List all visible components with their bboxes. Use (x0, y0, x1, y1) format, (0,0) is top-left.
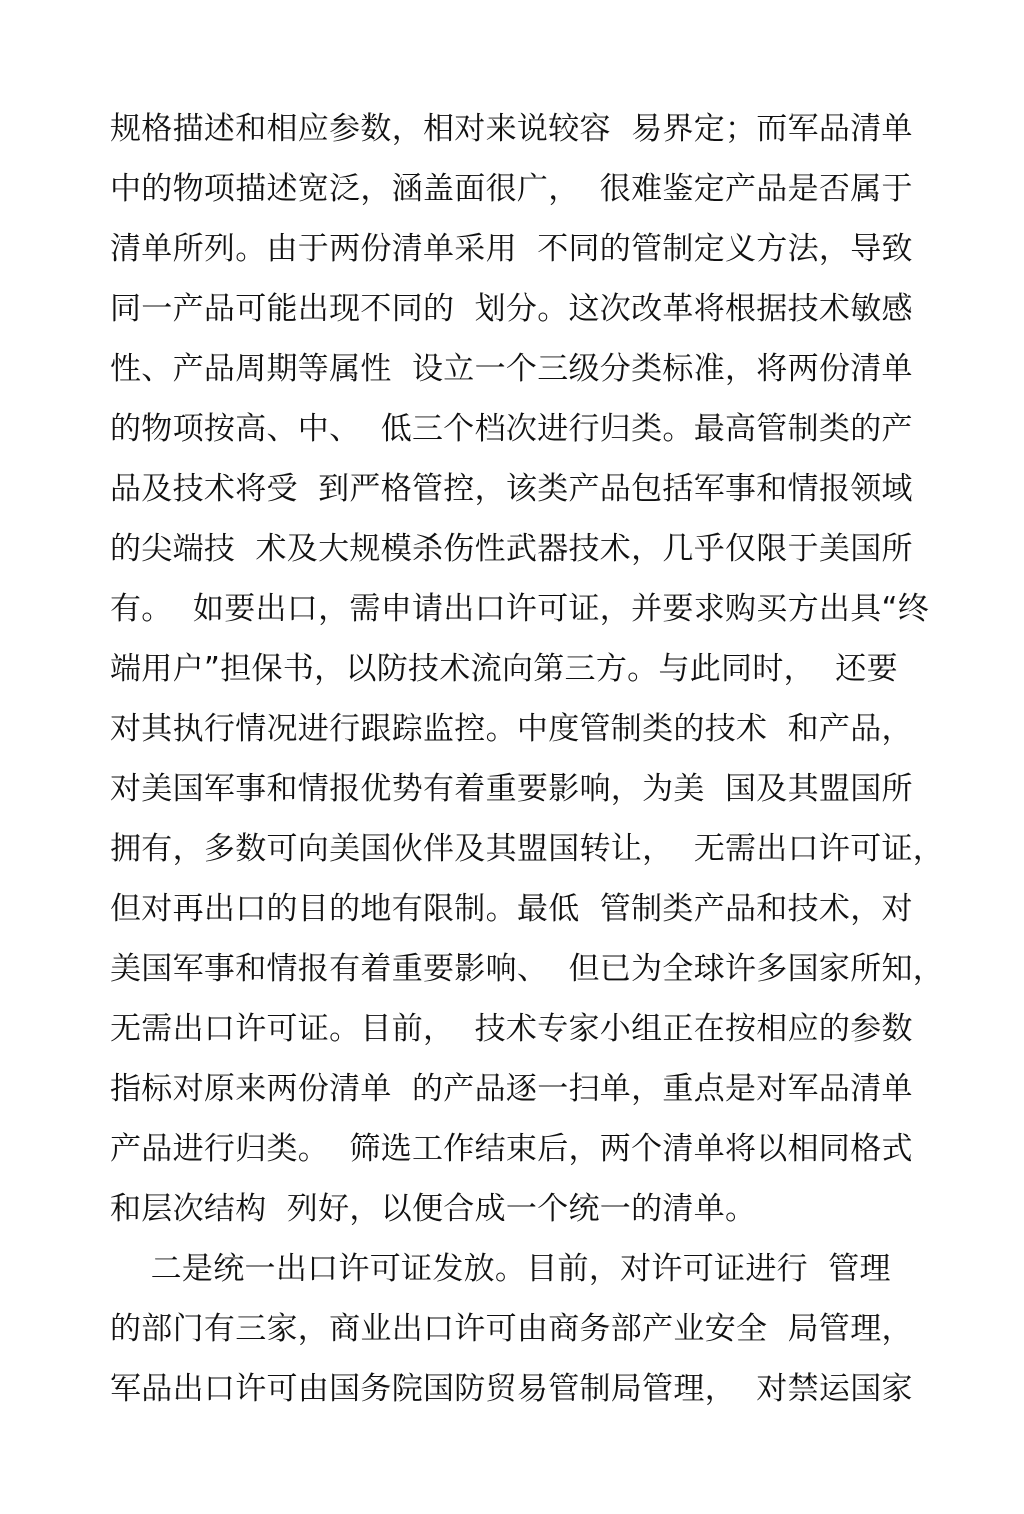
text-line: 的物项按高、中、 低三个档次进行归类。最高管制类的产 (110, 411, 913, 447)
text-line: 规格描述和相应参数，相对来说较容 易界定；而军品清单 (110, 111, 913, 147)
text-line: 军品出口许可由国务院国防贸易管制局管理， 对禁运国家 (110, 1371, 913, 1407)
text-line: 端用户”担保书，以防技术流向第三方。与此同时， 还要 (110, 651, 898, 687)
paragraph-start-line: 二是统一出口许可证发放。目前，对许可证进行 管理 (110, 1251, 891, 1287)
text-line: 清单所列。由于两份清单采用 不同的管制定义方法，导致 (110, 231, 913, 267)
text-line: 品及技术将受 到严格管控，该类产品包括军事和情报领域 (110, 471, 913, 507)
text-line: 同一产品可能出现不同的 划分。这次改革将根据技术敏感 (110, 291, 913, 327)
text-line: 但对再出口的目的地有限制。最低 管制类产品和技术，对 (110, 891, 913, 927)
text-line: 对美国军事和情报优势有着重要影响，为美 国及其盟国所 (110, 771, 913, 807)
text-line: 有。 如要出口，需申请出口许可证，并要求购买方出具“终 (110, 591, 930, 627)
text-line: 和层次结构 列好，以便合成一个统一的清单。 (110, 1191, 757, 1227)
text-line: 的部门有三家，商业出口许可由商务部产业安全 局管理， (110, 1311, 913, 1347)
text-line: 中的物项描述宽泛，涵盖面很广， 很难鉴定产品是否属于 (110, 171, 913, 207)
text-line: 无需出口许可证。目前， 技术专家小组正在按相应的参数 (110, 1011, 913, 1047)
text-line: 的尖端技 术及大规模杀伤性武器技术，几乎仅限于美国所 (110, 531, 913, 567)
text-line: 产品进行归类。 筛选工作结束后，两个清单将以相同格式 (110, 1131, 913, 1167)
text-line: 拥有，多数可向美国伙伴及其盟国转让， 无需出口许可证， (110, 831, 945, 867)
text-line: 对其执行情况进行跟踪监控。中度管制类的技术 和产品， (110, 711, 913, 747)
text-line: 指标对原来两份清单 的产品逐一扫单，重点是对军品清单 (110, 1071, 913, 1107)
text-line: 性、产品周期等属性 设立一个三级分类标准，将两份清单 (110, 351, 913, 387)
text-line: 美国军事和情报有着重要影响、 但已为全球许多国家所知， (110, 951, 945, 987)
